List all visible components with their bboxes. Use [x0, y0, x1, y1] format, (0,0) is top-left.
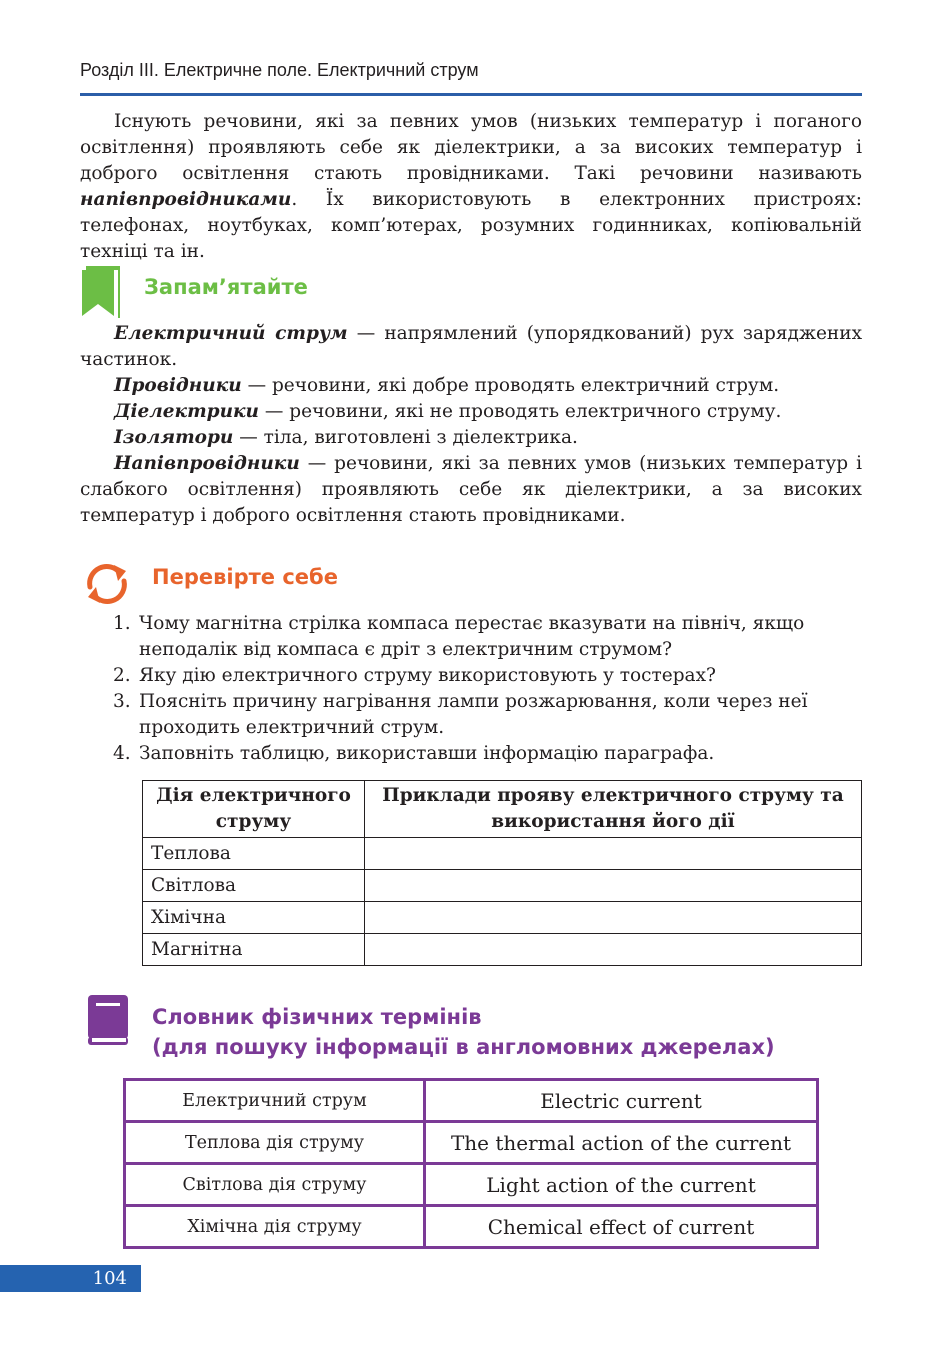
book-icon: [86, 995, 130, 1045]
question-text: Чому магнітна стрілка компаса перестає вказувати на північ, якщо неподалік від компаса є дріт з електричним струмом?: [139, 613, 805, 660]
remember-title: Запам’ятайте: [144, 275, 308, 299]
table-row: [125, 1164, 818, 1206]
question-item: [113, 741, 863, 767]
table-row: [143, 902, 862, 934]
glossary-en-term: Chemical effect of current: [425, 1206, 818, 1248]
definition-term: Діелектрики: [114, 401, 260, 422]
glossary-en-term: Electric current: [425, 1080, 818, 1122]
glossary-uk-term: Електричний струм: [125, 1080, 425, 1122]
question-text: Яку дію електричного струму використовують у тостерах?: [139, 665, 716, 686]
table-row: [143, 934, 862, 966]
definitions-list: [80, 321, 862, 529]
definition-term: Напівпровідники: [114, 453, 300, 474]
definition-text: — напрямлений (упорядкований) рух заряджених частинок.: [80, 323, 863, 370]
question-number: 4.: [113, 743, 131, 764]
question-item: [113, 663, 863, 689]
intro-text-before: Існують речовини, які за певних умов (низьких температур і поганого освітлення) проявляють себе як діелектрики, а за високих температур і доброго освітлення стають провідниками. Такі речовини називають: [80, 111, 862, 184]
glossary-title-line2: (для пошуку інформації в англомовних джерелах): [152, 1035, 775, 1059]
glossary-title-line1: Словник фізичних термінів: [152, 1005, 482, 1029]
table-row: [125, 1080, 818, 1122]
glossary-title: [152, 1002, 775, 1062]
definition-term: Електричний струм: [114, 323, 348, 344]
definition-text: — тіла, виготовлені з діелектрика.: [233, 427, 578, 448]
table-empty-cell: [365, 934, 862, 966]
definition-item: [80, 425, 862, 451]
definition-item: [80, 451, 862, 529]
table-header-cell: Дія електричного струму: [143, 781, 365, 838]
table-row: [125, 1206, 818, 1248]
definition-term: Провідники: [114, 375, 242, 396]
questions-list: [113, 611, 863, 767]
definition-text: — речовини, які за певних умов (низьких температур і слабкого освітлення) проявляють себе як діелектрики, а за високих температур і доброго освітлення стають провідниками.: [80, 453, 862, 526]
question-text: Заповніть таблицю, використавши інформацію параграфа.: [139, 743, 715, 764]
glossary-uk-term: Теплова дія струму: [125, 1122, 425, 1164]
glossary-en-term: The thermal action of the current: [425, 1122, 818, 1164]
glossary-uk-term: Світлова дія струму: [125, 1164, 425, 1206]
glossary-table: [123, 1078, 819, 1249]
table-header-cell: Приклади прояву електричного струму та використання його дії: [365, 781, 862, 838]
intro-term: напівпровідниками: [80, 189, 292, 210]
table-row: [143, 838, 862, 870]
question-number: 2.: [113, 665, 131, 686]
effects-table: [142, 780, 862, 966]
definition-term: Ізолятори: [114, 427, 234, 448]
table-empty-cell: [365, 902, 862, 934]
bookmark-icon: [80, 266, 122, 318]
table-empty-cell: [365, 870, 862, 902]
table-row: [143, 870, 862, 902]
header-divider: [80, 93, 862, 96]
table-cell: Магнітна: [143, 934, 365, 966]
glossary-en-term: Light action of the current: [425, 1164, 818, 1206]
definition-item: [80, 321, 862, 373]
refresh-arrows-icon: [82, 559, 132, 609]
question-item: [113, 689, 863, 741]
check-title: Перевірте себе: [152, 565, 338, 589]
table-cell: Теплова: [143, 838, 365, 870]
table-cell: Світлова: [143, 870, 365, 902]
definition-item: [80, 399, 862, 425]
intro-text-after: . Їх використовують в електронних пристроях: телефонах, ноутбуках, комп’ютерах, розумних годинниках, копіювальній техніці та ін.: [80, 189, 862, 262]
question-number: 1.: [113, 613, 131, 634]
page-number: 104: [0, 1265, 141, 1292]
definition-item: [80, 373, 862, 399]
question-item: [113, 611, 863, 663]
definition-text: — речовини, які добре проводять електричний струм.: [241, 375, 780, 396]
question-number: 3.: [113, 691, 131, 712]
glossary-uk-term: Хімічна дія струму: [125, 1206, 425, 1248]
definition-text: — речовини, які не проводять електричного струму.: [259, 401, 782, 422]
question-text: Поясніть причину нагрівання лампи розжарювання, коли через неї проходить електричний струм.: [139, 691, 808, 738]
table-header-row: [143, 781, 862, 838]
running-header: Розділ ІІІ. Електричне поле. Електричний струм: [80, 60, 479, 80]
table-row: [125, 1122, 818, 1164]
table-cell: Хімічна: [143, 902, 365, 934]
table-empty-cell: [365, 838, 862, 870]
intro-paragraph: [80, 109, 862, 265]
